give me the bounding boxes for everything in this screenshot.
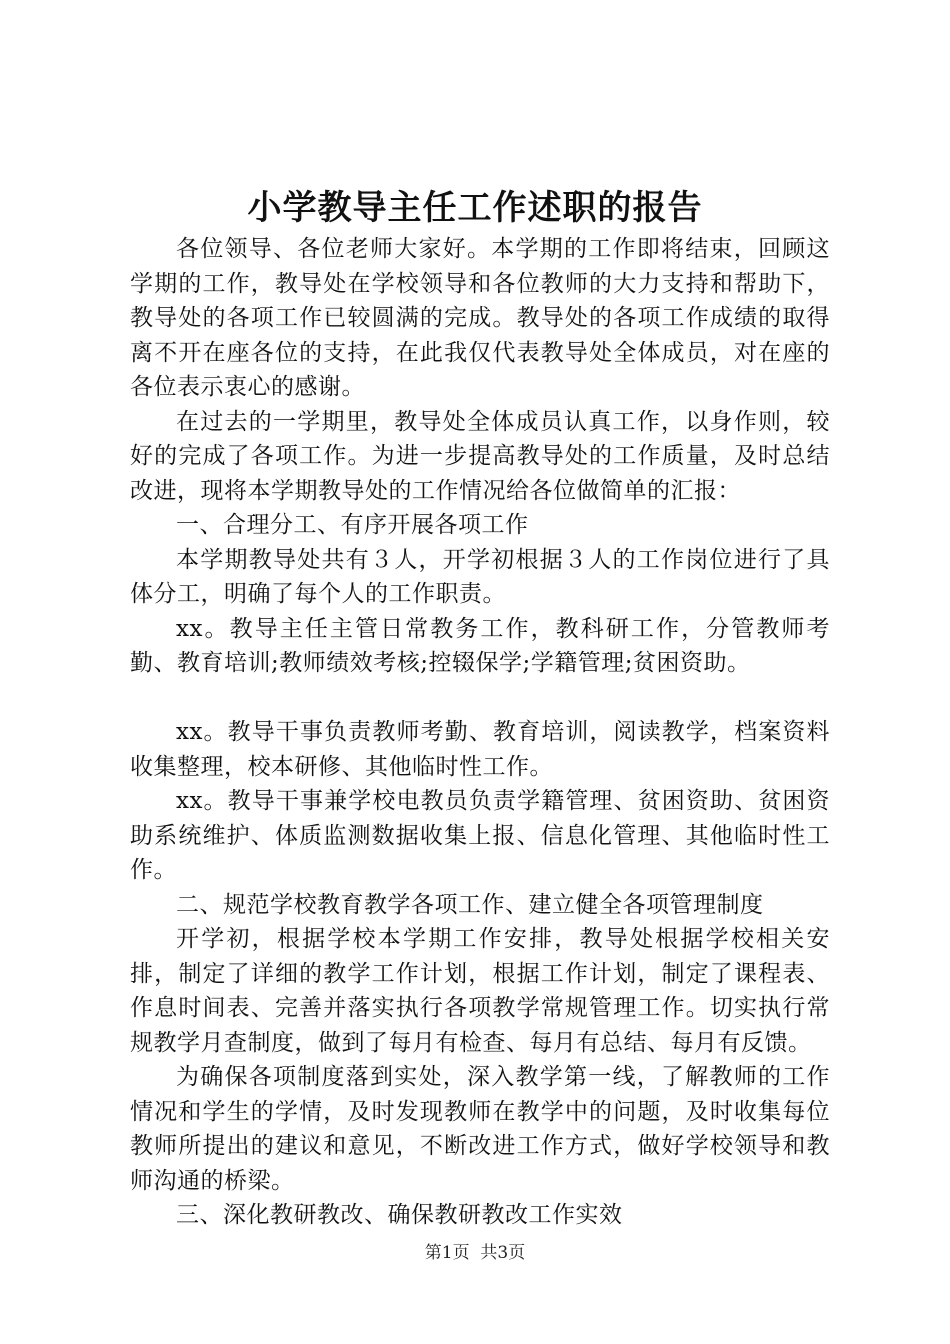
section-heading-3: 三、深化教研教改、确保教研教改工作实效 [176,1202,623,1228]
paragraph-intro: 在过去的一学期里，教导处全体成员认真工作，以身作则，较好的完成了各项工作。为进一步提高教导处的工作质量，及时总结改进，现将本学期教导处的工作情况给各位做简单的汇报： [130,408,830,504]
document-title: 小学教导主任工作述职的报告 [247,188,703,228]
paragraph-staff-overview: 本学期教导处共有３人，开学初根据３人的工作岗位进行了具体分工，明确了每个人的工作职责。 [130,546,830,607]
page-number: 第1页 [424,1243,470,1263]
paragraph-duty-director: xx。教导主任主管日常教务工作，教科研工作，分管教师考勤、教育培训;教师绩效考核;控辍保学;学籍管理;贫困资助。 [130,615,830,676]
page-total: 共3页 [480,1243,526,1263]
section-heading-1: 一、合理分工、有序开展各项工作 [176,512,529,538]
paragraph-greeting: 各位领导、各位老师大家好。本学期的工作即将结束，回顾这学期的工作，教导处在学校领导和各位教师的大力支持和帮助下，教导处的各项工作已较圆满的完成。教导处的各项工作成绩的取得离不开在座各位的支持，在此我仅代表教导处全体成员，对在座的各位表示衷心的感谢。 [130,236,830,400]
paragraph-implementation: 为确保各项制度落到实处，深入教学第一线，了解教师的工作情况和学生的学情，及时发现教师在教学中的问题，及时收集每位教师所提出的建议和意见，不断改进工作方式，做好学校领导和教师沟通的桥梁。 [130,1064,830,1194]
paragraph-duty-officer: xx。教导干事负责教师考勤、教育培训，阅读教学，档案资料收集整理，校本研修、其他临时性工作。 [130,719,830,780]
document-body [130,232,830,1233]
section-heading-2: 二、规范学校教育教学各项工作、建立健全各项管理制度 [176,891,764,918]
page-footer [0,1242,950,1264]
paragraph-duty-it-officer: xx。教导干事兼学校电教员负责学籍管理、贫困资助、贫困资助系统维护、体质监测数据收集上报、信息化管理、其他临时性工作。 [130,788,830,883]
paragraph-planning: 开学初，根据学校本学期工作安排，教导处根据学校相关安排，制定了详细的教学工作计划，根据工作计划，制定了课程表、作息时间表、完善并落实执行各项教学常规管理工作。切实执行常规教学月查制度，做到了每月有检查、每月有总结、每月有反馈。 [130,926,830,1056]
